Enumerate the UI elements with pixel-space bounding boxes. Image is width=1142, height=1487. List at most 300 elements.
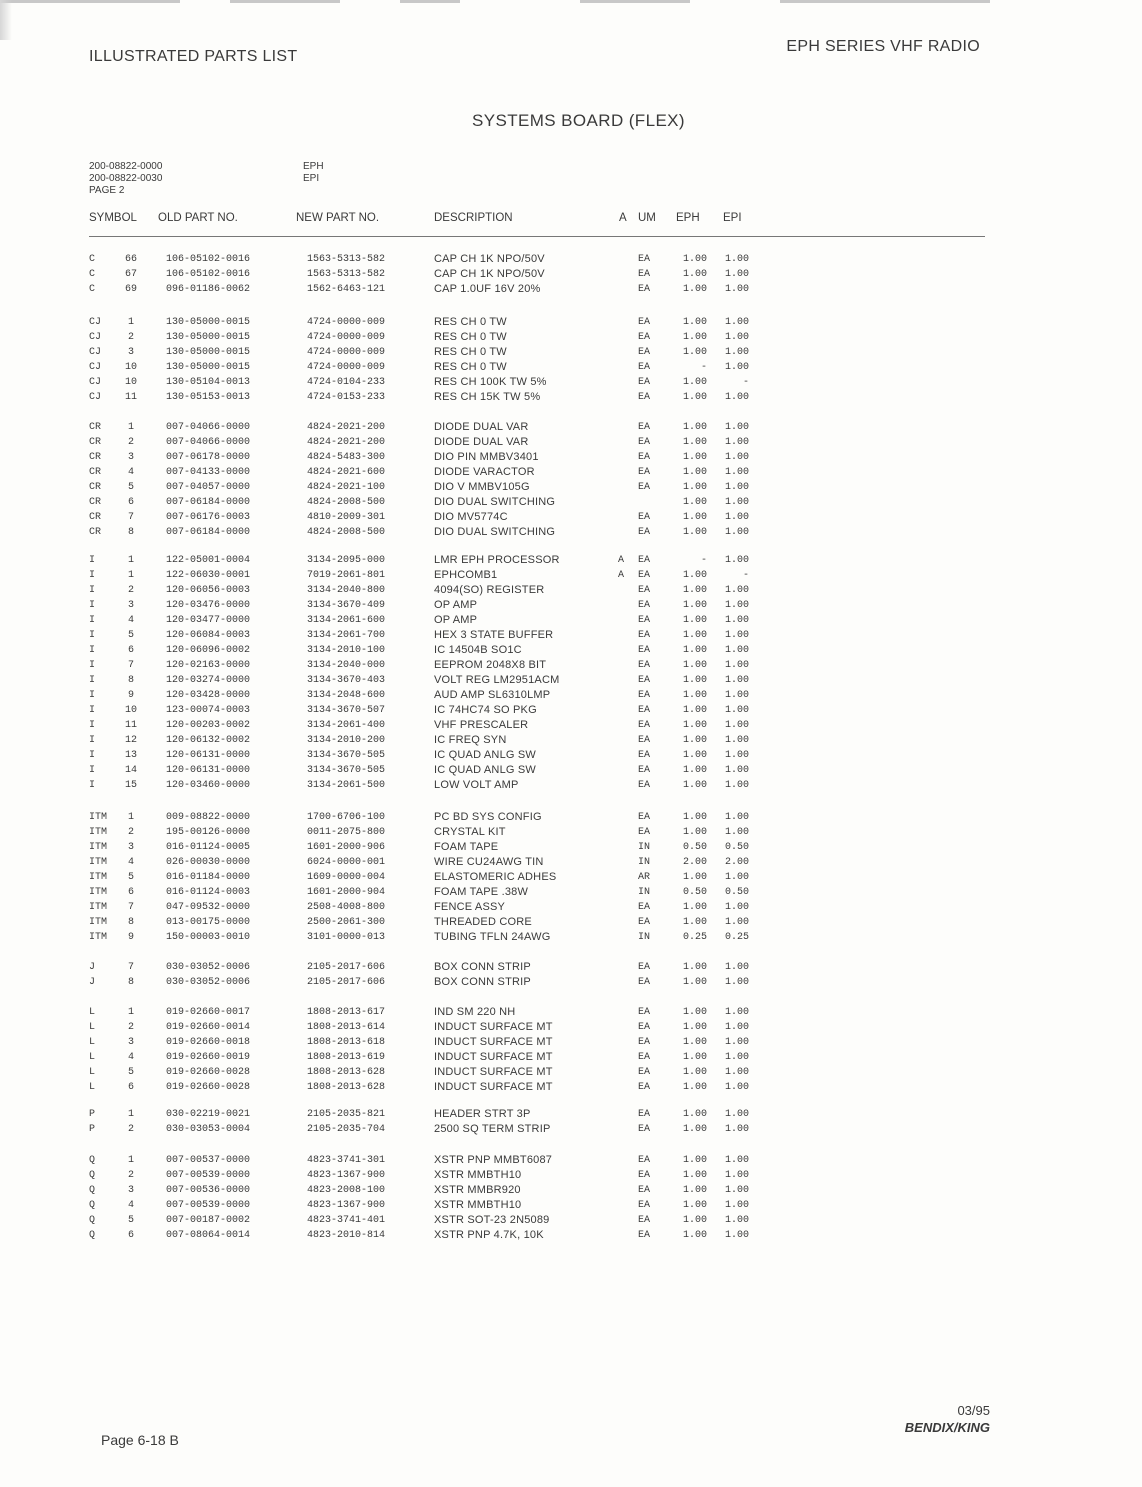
row-eph-qty: 1.00 [682, 585, 707, 596]
row-unit-of-measure: EA [638, 467, 651, 478]
row-old-part-number: 007-00537-0000 [166, 1155, 251, 1166]
table-row [89, 360, 759, 375]
row-epi-qty: 1.00 [724, 284, 749, 295]
row-new-part-number: 4724-0000-009 [307, 332, 386, 343]
row-eph-qty: 1.00 [682, 284, 707, 295]
row-description: RES CH 0 TW [434, 346, 507, 358]
row-new-part-number: 1563-5313-582 [307, 254, 386, 265]
table-row [89, 673, 759, 688]
row-new-part-number: 4824-2021-200 [307, 437, 386, 448]
row-unit-of-measure: EA [638, 1200, 651, 1211]
row-item-number: 8 [127, 977, 134, 988]
row-eph-qty: 1.00 [682, 1185, 707, 1196]
row-new-part-number: 4824-2008-500 [307, 527, 386, 538]
row-new-part-number: 3134-2061-600 [307, 615, 386, 626]
row-symbol: Q [89, 1170, 96, 1181]
table-row [89, 1153, 759, 1168]
assembly-code: EPH [303, 161, 324, 172]
row-old-part-number: 130-05000-0015 [166, 347, 251, 358]
row-symbol: I [89, 660, 96, 671]
row-new-part-number: 4824-2008-500 [307, 497, 386, 508]
row-symbol: CR [89, 527, 102, 538]
row-epi-qty: 1.00 [724, 269, 749, 280]
row-description: DIODE DUAL VAR [434, 421, 529, 433]
row-description: INDUCT SURFACE MT [434, 1036, 553, 1048]
row-epi-qty: 1.00 [724, 1052, 749, 1063]
row-eph-qty: 1.00 [682, 269, 707, 280]
row-item-number: 10 [124, 377, 137, 388]
row-old-part-number: 130-05153-0013 [166, 392, 251, 403]
row-old-part-number: 195-00126-0000 [166, 827, 251, 838]
row-epi-qty: 1.00 [724, 902, 749, 913]
row-new-part-number: 4823-2008-100 [307, 1185, 386, 1196]
row-old-part-number: 130-05104-0013 [166, 377, 251, 388]
row-new-part-number: 4824-5483-300 [307, 452, 386, 463]
row-new-part-number: 1601-2000-904 [307, 887, 386, 898]
row-epi-qty: 1.00 [724, 1067, 749, 1078]
row-old-part-number: 123-00074-0003 [166, 705, 251, 716]
row-unit-of-measure: EA [638, 615, 651, 626]
row-item-number: 67 [124, 269, 137, 280]
row-item-number: 10 [124, 362, 137, 373]
row-new-part-number: 1808-2013-617 [307, 1007, 386, 1018]
row-unit-of-measure: EA [638, 660, 651, 671]
row-eph-qty: 1.00 [682, 962, 707, 973]
row-description: XSTR MMBTH10 [434, 1169, 522, 1181]
row-unit-of-measure: EA [638, 675, 651, 686]
row-item-number: 4 [127, 615, 134, 626]
row-item-number: 5 [127, 630, 134, 641]
row-old-part-number: 030-03053-0004 [166, 1124, 251, 1135]
row-new-part-number: 4823-1367-900 [307, 1170, 386, 1181]
row-old-part-number: 019-02660-0018 [166, 1037, 251, 1048]
row-item-number: 1 [127, 812, 134, 823]
parts-group [89, 315, 759, 405]
row-old-part-number: 120-03477-0000 [166, 615, 251, 626]
row-new-part-number: 2105-2035-821 [307, 1109, 386, 1120]
row-old-part-number: 120-06056-0003 [166, 585, 251, 596]
document-product-title: EPH SERIES VHF RADIO [786, 38, 980, 55]
row-description: VHF PRESCALER [434, 719, 529, 731]
table-row [89, 282, 759, 297]
assembly-info-row [89, 185, 324, 197]
row-eph-qty: 1.00 [682, 827, 707, 838]
row-unit-of-measure: EA [638, 332, 651, 343]
row-unit-of-measure: EA [638, 1052, 651, 1063]
col-old-part-header: OLD PART NO. [158, 212, 238, 224]
row-description: DIO PIN MMBV3401 [434, 451, 539, 463]
row-eph-qty: 1.00 [682, 705, 707, 716]
row-description: FOAM TAPE .38W [434, 886, 529, 898]
row-epi-qty: 1.00 [724, 872, 749, 883]
row-unit-of-measure: EA [638, 452, 651, 463]
row-unit-of-measure: EA [638, 720, 651, 731]
parts-group [89, 553, 759, 793]
row-unit-of-measure: EA [638, 917, 651, 928]
row-symbol: Q [89, 1230, 96, 1241]
row-eph-qty: 1.00 [682, 392, 707, 403]
row-item-number: 4 [127, 1200, 134, 1211]
row-description: PC BD SYS CONFIG [434, 811, 542, 823]
row-item-number: 1 [127, 1155, 134, 1166]
row-description: TUBING TFLN 24AWG [434, 931, 551, 943]
table-row [89, 495, 759, 510]
row-symbol: L [89, 1052, 96, 1063]
row-symbol: Q [89, 1215, 96, 1226]
row-item-number: 13 [124, 750, 137, 761]
row-description: IC QUAD ANLG SW [434, 764, 537, 776]
row-unit-of-measure: EA [638, 377, 651, 388]
row-epi-qty: 1.00 [724, 512, 749, 523]
parts-group [89, 420, 759, 540]
row-old-part-number: 007-06184-0000 [166, 527, 251, 538]
table-row [89, 1198, 759, 1213]
row-item-number: 10 [124, 705, 137, 716]
row-unit-of-measure: EA [638, 735, 651, 746]
row-new-part-number: 3134-2010-200 [307, 735, 386, 746]
row-epi-qty: 1.00 [724, 1215, 749, 1226]
row-description: IND SM 220 NH [434, 1006, 516, 1018]
table-row [89, 1080, 759, 1095]
table-row [89, 975, 759, 990]
row-new-part-number: 0011-2075-800 [307, 827, 386, 838]
row-epi-qty: 1.00 [724, 765, 749, 776]
row-epi-qty: 1.00 [724, 780, 749, 791]
parts-group [89, 1107, 759, 1137]
row-eph-qty: 1.00 [682, 630, 707, 641]
row-description: INDUCT SURFACE MT [434, 1066, 553, 1078]
table-row [89, 810, 759, 825]
row-old-part-number: 016-01124-0003 [166, 887, 251, 898]
row-old-part-number: 130-05000-0015 [166, 317, 251, 328]
row-epi-qty: 1.00 [724, 1230, 749, 1241]
row-item-number: 4 [127, 1052, 134, 1063]
row-item-number: 7 [127, 512, 134, 523]
table-row [89, 840, 759, 855]
row-description: IC QUAD ANLG SW [434, 749, 537, 761]
row-epi-qty: 1.00 [724, 1109, 749, 1120]
row-item-number: 1 [127, 422, 134, 433]
row-description: LMR EPH PROCESSOR [434, 554, 560, 566]
row-unit-of-measure: EA [638, 437, 651, 448]
row-eph-qty: 1.00 [682, 497, 707, 508]
row-description: RES CH 0 TW [434, 361, 507, 373]
row-new-part-number: 1601-2000-906 [307, 842, 386, 853]
row-symbol: ITM [89, 932, 108, 943]
row-unit-of-measure: EA [638, 1082, 651, 1093]
scan-artifact [0, 0, 180, 3]
table-row [89, 1122, 759, 1137]
row-unit-of-measure: AR [638, 872, 651, 883]
table-row [89, 643, 759, 658]
row-symbol: CR [89, 512, 102, 523]
row-item-number: 8 [127, 527, 134, 538]
row-new-part-number: 1609-0000-004 [307, 872, 386, 883]
row-new-part-number: 3134-2061-500 [307, 780, 386, 791]
row-item-number: 11 [124, 392, 137, 403]
row-symbol: J [89, 962, 96, 973]
row-new-part-number: 3134-2095-000 [307, 555, 386, 566]
table-row [89, 465, 759, 480]
row-epi-qty: - [742, 570, 749, 581]
row-eph-qty: 1.00 [682, 1155, 707, 1166]
row-item-number: 5 [127, 1067, 134, 1078]
row-description: DIODE VARACTOR [434, 466, 535, 478]
row-item-number: 9 [127, 690, 134, 701]
row-old-part-number: 120-00203-0002 [166, 720, 251, 731]
row-description: HEX 3 STATE BUFFER [434, 629, 554, 641]
row-symbol: I [89, 585, 96, 596]
row-item-number: 3 [127, 347, 134, 358]
row-eph-qty: 1.00 [682, 512, 707, 523]
parts-group [89, 1005, 759, 1095]
row-symbol: ITM [89, 857, 108, 868]
row-description: IC FREQ SYN [434, 734, 507, 746]
row-old-part-number: 130-05000-0015 [166, 332, 251, 343]
row-eph-qty: 1.00 [682, 765, 707, 776]
row-eph-qty: 1.00 [682, 332, 707, 343]
row-description: INDUCT SURFACE MT [434, 1051, 553, 1063]
parts-group [89, 1153, 759, 1243]
row-eph-qty: 1.00 [682, 720, 707, 731]
row-epi-qty: 1.00 [724, 362, 749, 373]
row-new-part-number: 2105-2035-704 [307, 1124, 386, 1135]
row-a-flag: A [618, 555, 625, 566]
table-row [89, 1035, 759, 1050]
row-unit-of-measure: IN [638, 857, 651, 868]
row-unit-of-measure: EA [638, 392, 651, 403]
row-epi-qty: 1.00 [724, 527, 749, 538]
row-symbol: L [89, 1022, 96, 1033]
row-new-part-number: 1808-2013-628 [307, 1082, 386, 1093]
table-row [89, 733, 759, 748]
table-row [89, 915, 759, 930]
row-a-flag: A [618, 570, 625, 581]
row-unit-of-measure: EA [638, 585, 651, 596]
row-unit-of-measure: IN [638, 887, 651, 898]
row-old-part-number: 120-06084-0003 [166, 630, 251, 641]
row-eph-qty: 1.00 [682, 750, 707, 761]
assembly-info-row [89, 173, 324, 185]
row-unit-of-measure: EA [638, 645, 651, 656]
col-symbol-header: SYMBOL [89, 212, 137, 224]
row-symbol: CJ [89, 347, 102, 358]
row-new-part-number: 3134-2040-000 [307, 660, 386, 671]
col-new-part-header: NEW PART NO. [296, 212, 380, 224]
row-eph-qty: 1.00 [682, 452, 707, 463]
table-row [89, 658, 759, 673]
row-item-number: 2 [127, 437, 134, 448]
scan-artifact [400, 0, 460, 3]
row-old-part-number: 130-05000-0015 [166, 362, 251, 373]
row-description: XSTR PNP MMBT6087 [434, 1154, 553, 1166]
assembly-info-row [89, 161, 324, 173]
table-row [89, 613, 759, 628]
row-symbol: CJ [89, 392, 102, 403]
table-row [89, 1020, 759, 1035]
row-epi-qty: 1.00 [724, 1124, 749, 1135]
row-epi-qty: 1.00 [724, 1170, 749, 1181]
table-row [89, 688, 759, 703]
row-item-number: 2 [127, 332, 134, 343]
row-epi-qty: 1.00 [724, 690, 749, 701]
row-new-part-number: 3134-2010-100 [307, 645, 386, 656]
row-symbol: I [89, 570, 96, 581]
row-item-number: 5 [127, 872, 134, 883]
table-row [89, 390, 759, 405]
row-old-part-number: 120-03460-0000 [166, 780, 251, 791]
row-old-part-number: 122-05001-0004 [166, 555, 251, 566]
table-row [89, 900, 759, 915]
row-unit-of-measure: EA [638, 1124, 651, 1135]
row-item-number: 3 [127, 452, 134, 463]
row-description: EPHCOMB1 [434, 569, 498, 581]
row-item-number: 8 [127, 917, 134, 928]
row-epi-qty: 1.00 [724, 735, 749, 746]
row-epi-qty: 1.00 [724, 705, 749, 716]
row-symbol: Q [89, 1185, 96, 1196]
row-item-number: 11 [124, 720, 137, 731]
row-epi-qty: 1.00 [724, 615, 749, 626]
row-epi-qty: 1.00 [724, 555, 749, 566]
table-row [89, 703, 759, 718]
table-row [89, 420, 759, 435]
row-eph-qty: 1.00 [682, 690, 707, 701]
assembly-page-label: PAGE 2 [89, 185, 125, 196]
row-epi-qty: 1.00 [724, 812, 749, 823]
row-symbol: P [89, 1124, 96, 1135]
row-new-part-number: 4724-0153-233 [307, 392, 386, 403]
row-symbol: CR [89, 422, 102, 433]
row-old-part-number: 007-00187-0002 [166, 1215, 251, 1226]
row-description: RES CH 15K TW 5% [434, 391, 541, 403]
row-eph-qty: 1.00 [682, 917, 707, 928]
table-row [89, 1183, 759, 1198]
row-symbol: ITM [89, 827, 108, 838]
row-eph-qty: 1.00 [682, 1067, 707, 1078]
row-description: IC 74HC74 SO PKG [434, 704, 537, 716]
row-new-part-number: 1700-6706-100 [307, 812, 386, 823]
col-description-header: DESCRIPTION [434, 212, 513, 224]
row-description: AUD AMP SL6310LMP [434, 689, 551, 701]
row-new-part-number: 3134-2048-600 [307, 690, 386, 701]
row-description: RES CH 0 TW [434, 316, 507, 328]
row-description: VOLT REG LM2951ACM [434, 674, 560, 686]
row-eph-qty: 1.00 [682, 812, 707, 823]
row-unit-of-measure: EA [638, 527, 651, 538]
row-item-number: 5 [127, 482, 134, 493]
row-old-part-number: 019-02660-0019 [166, 1052, 251, 1063]
row-unit-of-measure: IN [638, 842, 651, 853]
row-epi-qty: 1.00 [724, 347, 749, 358]
row-unit-of-measure: EA [638, 750, 651, 761]
table-row [89, 510, 759, 525]
row-old-part-number: 030-03052-0006 [166, 962, 251, 973]
row-old-part-number: 007-04133-0000 [166, 467, 251, 478]
row-symbol: I [89, 600, 96, 611]
header-divider [89, 236, 985, 237]
row-unit-of-measure: EA [638, 630, 651, 641]
row-old-part-number: 150-00003-0010 [166, 932, 251, 943]
row-new-part-number: 1808-2013-614 [307, 1022, 386, 1033]
revision-date: 03/95 [957, 1403, 990, 1418]
row-old-part-number: 120-06132-0002 [166, 735, 251, 746]
row-old-part-number: 026-00030-0000 [166, 857, 251, 868]
row-description: XSTR PNP 4.7K, 10K [434, 1229, 544, 1241]
row-symbol: C [89, 254, 96, 265]
row-item-number: 7 [127, 902, 134, 913]
row-eph-qty: 1.00 [682, 570, 707, 581]
table-row [89, 960, 759, 975]
table-row [89, 553, 759, 568]
row-item-number: 6 [127, 887, 134, 898]
page-title: SYSTEMS BOARD (FLEX) [472, 111, 685, 130]
row-unit-of-measure: EA [638, 902, 651, 913]
row-description: XSTR MMBTH10 [434, 1199, 522, 1211]
row-epi-qty: - [742, 377, 749, 388]
row-old-part-number: 106-05102-0016 [166, 254, 251, 265]
row-item-number: 2 [127, 1022, 134, 1033]
row-eph-qty: 1.00 [682, 1052, 707, 1063]
row-new-part-number: 3134-2061-700 [307, 630, 386, 641]
table-row [89, 748, 759, 763]
row-old-part-number: 007-00539-0000 [166, 1200, 251, 1211]
row-epi-qty: 1.00 [724, 585, 749, 596]
row-eph-qty: 1.00 [682, 1082, 707, 1093]
row-old-part-number: 047-09532-0000 [166, 902, 251, 913]
row-old-part-number: 120-06131-0000 [166, 750, 251, 761]
row-unit-of-measure: EA [638, 600, 651, 611]
row-epi-qty: 1.00 [724, 1185, 749, 1196]
row-epi-qty: 1.00 [724, 392, 749, 403]
table-row [89, 763, 759, 778]
row-unit-of-measure: EA [638, 254, 651, 265]
row-epi-qty: 2.00 [724, 857, 749, 868]
row-old-part-number: 106-05102-0016 [166, 269, 251, 280]
row-item-number: 15 [124, 780, 137, 791]
table-row [89, 568, 759, 583]
row-item-number: 9 [127, 932, 134, 943]
row-symbol: Q [89, 1155, 96, 1166]
row-description: HEADER STRT 3P [434, 1108, 531, 1120]
row-new-part-number: 4824-2021-600 [307, 467, 386, 478]
row-symbol: CJ [89, 362, 102, 373]
row-epi-qty: 1.00 [724, 422, 749, 433]
row-symbol: I [89, 705, 96, 716]
row-epi-qty: 1.00 [724, 1022, 749, 1033]
row-unit-of-measure: EA [638, 765, 651, 776]
table-row [89, 1213, 759, 1228]
row-eph-qty: 1.00 [682, 902, 707, 913]
table-row [89, 628, 759, 643]
table-row [89, 1228, 759, 1243]
table-row [89, 315, 759, 330]
row-eph-qty: 1.00 [682, 600, 707, 611]
row-old-part-number: 013-00175-0000 [166, 917, 251, 928]
row-item-number: 4 [127, 857, 134, 868]
row-epi-qty: 1.00 [724, 1007, 749, 1018]
row-epi-qty: 1.00 [724, 962, 749, 973]
row-new-part-number: 3134-2061-400 [307, 720, 386, 731]
row-old-part-number: 120-03476-0000 [166, 600, 251, 611]
col-um-header: UM [638, 212, 656, 224]
row-unit-of-measure: EA [638, 362, 651, 373]
row-new-part-number: 4824-2021-200 [307, 422, 386, 433]
row-new-part-number: 3134-3670-403 [307, 675, 386, 686]
row-item-number: 66 [124, 254, 137, 265]
row-new-part-number: 3134-3670-409 [307, 600, 386, 611]
row-item-number: 12 [124, 735, 137, 746]
